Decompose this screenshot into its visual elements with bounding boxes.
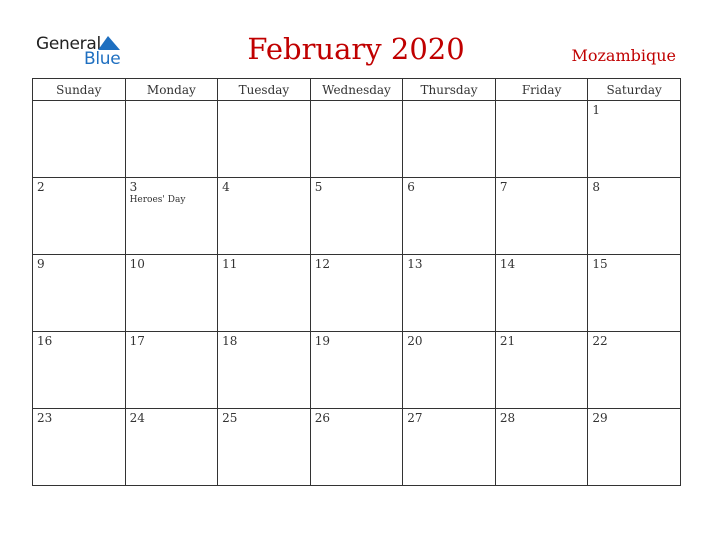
day-cell xyxy=(403,255,496,332)
day-cell xyxy=(403,101,496,178)
day-cell xyxy=(403,409,496,486)
day-cell xyxy=(33,178,126,255)
weekday-header: Monday xyxy=(125,79,218,101)
weekday-header: Sunday xyxy=(33,79,126,101)
day-cell xyxy=(588,332,681,409)
day-cell xyxy=(588,178,681,255)
country-label: Mozambique xyxy=(571,46,676,65)
day-number: 20 xyxy=(407,334,423,348)
day-number: 21 xyxy=(499,334,516,348)
day-cell xyxy=(588,409,681,486)
weekday-header: Friday xyxy=(495,79,588,101)
page-title: February 2020 xyxy=(247,32,465,66)
week-row xyxy=(33,332,681,409)
day-cell xyxy=(495,409,588,486)
day-cell xyxy=(403,332,496,409)
day-number: 10 xyxy=(129,257,145,271)
day-cell xyxy=(588,101,681,178)
day-number: 26 xyxy=(314,411,330,425)
day-cell xyxy=(125,332,218,409)
weekday-header: Thursday xyxy=(403,79,496,101)
weekday-header-row xyxy=(33,79,681,101)
day-number: 14 xyxy=(499,257,516,271)
day-number: 6 xyxy=(407,180,415,194)
day-number: 25 xyxy=(222,411,238,425)
day-cell xyxy=(588,255,681,332)
calendar-body xyxy=(33,101,681,486)
day-cell xyxy=(495,178,588,255)
day-cell xyxy=(33,332,126,409)
day-number: 28 xyxy=(499,411,516,425)
day-number: 4 xyxy=(222,180,230,194)
day-number: 7 xyxy=(499,180,508,194)
day-cell xyxy=(310,101,403,178)
calendar-grid xyxy=(32,78,681,486)
logo-text-blue: Blue xyxy=(84,49,121,69)
day-number: 2 xyxy=(37,180,45,194)
day-cell xyxy=(310,409,403,486)
day-cell xyxy=(218,101,311,178)
day-cell xyxy=(218,255,311,332)
day-cell xyxy=(218,409,311,486)
day-number: 24 xyxy=(129,411,145,425)
week-row xyxy=(33,178,681,255)
day-cell xyxy=(310,255,403,332)
day-cell xyxy=(125,101,218,178)
day-cell xyxy=(403,178,496,255)
day-cell xyxy=(33,101,126,178)
day-number: 15 xyxy=(592,257,608,271)
day-cell xyxy=(125,409,218,486)
day-cell xyxy=(495,255,588,332)
day-cell xyxy=(33,409,126,486)
day-number: 13 xyxy=(407,257,423,271)
day-number: 12 xyxy=(314,257,330,271)
day-cell xyxy=(218,332,311,409)
day-cell xyxy=(218,178,311,255)
day-cell xyxy=(495,101,588,178)
day-number: 23 xyxy=(37,411,53,425)
day-number: 27 xyxy=(407,411,423,425)
day-number: 9 xyxy=(37,257,45,271)
weekday-header: Saturday xyxy=(588,79,681,101)
day-number: 17 xyxy=(129,334,145,348)
day-cell xyxy=(310,178,403,255)
day-number: 29 xyxy=(592,411,608,425)
day-cell xyxy=(495,332,588,409)
day-cell xyxy=(33,255,126,332)
day-number: 22 xyxy=(592,334,608,348)
day-number: 5 xyxy=(314,180,323,194)
week-row xyxy=(33,255,681,332)
day-cell xyxy=(310,332,403,409)
day-number: 16 xyxy=(37,334,53,348)
day-cell xyxy=(125,178,218,255)
weekday-header: Wednesday xyxy=(310,79,403,101)
holiday-label: Heroes' Day xyxy=(129,195,186,205)
logo-text-general: General xyxy=(36,34,101,54)
day-number: 8 xyxy=(592,180,601,194)
day-number: 1 xyxy=(592,103,601,117)
week-row xyxy=(33,101,681,178)
day-number: 11 xyxy=(222,257,238,271)
day-number: 19 xyxy=(314,334,330,348)
week-row xyxy=(33,409,681,486)
day-cell xyxy=(125,255,218,332)
day-number: 18 xyxy=(222,334,238,348)
weekday-header: Tuesday xyxy=(218,79,311,101)
day-number: 3 xyxy=(129,180,138,194)
